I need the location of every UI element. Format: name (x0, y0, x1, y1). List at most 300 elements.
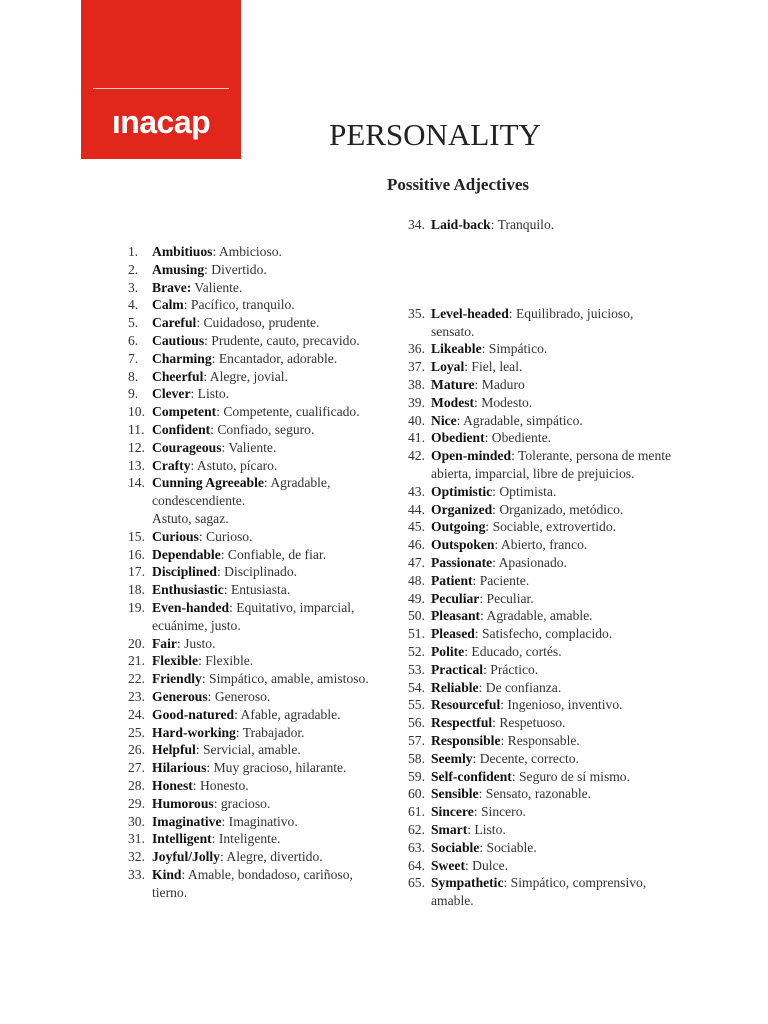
adjective-term: Obedient (431, 430, 485, 446)
item-number: 44. (408, 501, 425, 517)
adjective-translation: Entusiasta. (227, 582, 291, 598)
item-text (431, 447, 673, 483)
adjective-term: Likeable (431, 341, 482, 357)
adjective-term: Brave: (152, 279, 192, 295)
term-separator: : (221, 439, 226, 455)
adjective-term: Crafty (152, 457, 191, 473)
item-number: 40. (408, 412, 425, 428)
adjective-translation: Abierto, franco. (498, 537, 588, 553)
item-text (152, 243, 383, 261)
adjective-item (408, 874, 673, 910)
adjective-item (408, 518, 673, 536)
adjective-term: Sociable (431, 839, 480, 855)
adjective-translation: Maduro (478, 376, 525, 392)
item-text (431, 857, 673, 875)
item-number: 22. (128, 671, 145, 687)
item-text (431, 216, 673, 234)
item-number: 4. (128, 297, 139, 313)
adjective-item (128, 243, 383, 261)
adjective-item (128, 296, 383, 314)
adjective-term: Good-natured (152, 706, 235, 722)
item-text (431, 305, 673, 341)
adjective-item (128, 279, 383, 297)
adjective-translation: Valiente. (191, 279, 243, 295)
item-text (431, 429, 673, 447)
item-text (152, 830, 383, 848)
term-separator: : (201, 671, 206, 687)
item-text (431, 607, 673, 625)
adjective-item (408, 412, 673, 430)
adjective-translation: Ambicioso. (216, 244, 282, 259)
adjective-item (128, 652, 383, 670)
item-text (152, 777, 383, 795)
item-number: 65. (408, 875, 425, 891)
term-separator: : (492, 554, 496, 570)
adjective-item (408, 803, 673, 821)
adjective-item (408, 340, 673, 358)
adjective-item (128, 546, 383, 564)
term-separator: : (192, 777, 197, 793)
item-number: 48. (408, 572, 425, 588)
adjective-item (408, 305, 673, 341)
item-text (152, 635, 383, 653)
item-number: 47. (408, 554, 425, 570)
adjective-translation: Encantador, adorable. (215, 350, 338, 366)
term-separator: : (492, 501, 496, 517)
adjective-translation: Curioso. (202, 528, 253, 544)
adjective-translation: Simpático, amable, amistoso. (205, 671, 369, 687)
adjective-item (128, 403, 383, 421)
term-separator: : (480, 608, 484, 624)
item-number: 34. (408, 217, 425, 232)
item-text (431, 643, 673, 661)
adjective-translation: Listo. (194, 386, 230, 402)
adjective-term: Seemly (431, 750, 473, 766)
adjective-translation: Prudente, cauto, precavido. (207, 332, 360, 348)
item-text (152, 368, 383, 386)
item-number: 2. (128, 261, 139, 277)
item-number: 56. (408, 715, 425, 731)
adjective-item (408, 696, 673, 714)
adjective-item (408, 679, 673, 697)
term-separator: : (176, 635, 181, 651)
adjective-translation: Equitativo, imparcial, ecuánime, justo. (152, 599, 355, 633)
adjective-term: Polite (431, 643, 465, 659)
term-separator: : (216, 404, 220, 420)
adjective-item (128, 635, 383, 653)
item-number: 41. (408, 430, 425, 446)
adjective-term: Sensible (431, 786, 479, 802)
adjective-translation: Tolerante, persona de mente abierta, imparcial, libre de prejuicios. (431, 448, 672, 481)
item-text (431, 714, 673, 732)
adjective-term: Amusing (152, 261, 205, 277)
adjective-term: Respectful (431, 715, 493, 731)
item-number: 19. (128, 599, 145, 615)
adjective-translation: De confianza. (482, 679, 562, 695)
item-number: 49. (408, 590, 425, 606)
adjective-term: Smart (431, 821, 468, 837)
adjective-item (408, 625, 673, 643)
adjective-item (408, 216, 673, 234)
adjective-term: Optimistic (431, 483, 493, 499)
adjective-translation: Competente, cualificado. (219, 404, 360, 420)
term-separator: : (464, 857, 469, 873)
item-number: 21. (128, 653, 145, 669)
adjective-item (128, 688, 383, 706)
adjective-term: Responsible (431, 732, 501, 748)
adjective-translation: gracioso. (217, 795, 271, 811)
term-separator: : (195, 742, 200, 758)
adjective-term: Generous (152, 688, 208, 704)
item-number: 23. (128, 688, 145, 704)
term-separator: : (472, 750, 477, 766)
adjective-translation: Inteligente. (215, 831, 281, 847)
adjective-term: Passionate (431, 554, 493, 570)
adjective-translation: Pacífico, tranquilo. (187, 297, 295, 313)
adjective-term: Clever (152, 386, 191, 402)
term-separator: : (190, 457, 195, 473)
adjective-item (128, 350, 383, 368)
item-text (431, 785, 673, 803)
item-text (152, 314, 383, 332)
adjective-translation: Decente, correcto. (476, 750, 579, 766)
adjective-item (408, 590, 673, 608)
item-text (431, 518, 673, 536)
term-separator: : (500, 732, 505, 748)
item-number: 24. (128, 706, 145, 722)
item-number: 11. (128, 421, 145, 437)
adjective-item (408, 785, 673, 803)
item-number: 9. (128, 386, 139, 402)
adjective-translation: Astuto, pícaro. (194, 457, 278, 473)
term-separator: : (492, 483, 496, 499)
adjective-translation: Tranquilo. (494, 217, 555, 232)
adjective-term: Organized (431, 501, 493, 517)
adjective-term: Helpful (152, 742, 196, 758)
adjective-translation: Cuidadoso, prudente. (200, 315, 320, 331)
term-separator: : (263, 475, 268, 491)
adjective-translation: Agradable, simpático. (460, 412, 583, 428)
adjective-item (408, 750, 673, 768)
item-number: 5. (128, 315, 139, 331)
item-text (152, 741, 383, 759)
term-separator: : (490, 217, 495, 232)
adjective-translation: Generoso. (211, 688, 271, 704)
term-separator: : (206, 760, 211, 776)
term-separator: : (467, 821, 472, 837)
item-text (431, 340, 673, 358)
adjective-item (128, 314, 383, 332)
item-text (431, 358, 673, 376)
item-number: 13. (128, 457, 145, 473)
adjective-term: Hilarious (152, 760, 207, 776)
item-text (152, 581, 383, 599)
item-number: 7. (128, 350, 139, 366)
adjective-item (408, 607, 673, 625)
item-number: 60. (408, 786, 425, 802)
adjective-term: Practical (431, 661, 484, 677)
term-separator: : (474, 626, 479, 642)
adjective-item (408, 394, 673, 412)
adjective-translation: Seguro de sí mismo. (515, 768, 631, 784)
item-text (431, 732, 673, 750)
item-text (431, 768, 673, 786)
adjective-term: Charming (152, 350, 212, 366)
adjective-term: Cunning Agreeable (152, 475, 264, 491)
item-number: 26. (128, 742, 145, 758)
adjective-term: Imaginative (152, 813, 222, 829)
term-separator: : (494, 537, 499, 553)
adjective-item (128, 724, 383, 742)
item-text (431, 501, 673, 519)
adjective-item (408, 857, 673, 875)
adjective-translation: Disciplinado. (220, 564, 298, 580)
adjective-item (128, 332, 383, 350)
adjective-item (408, 429, 673, 447)
adjective-translation: Confiado, seguro. (213, 421, 315, 437)
item-text (152, 759, 383, 777)
adjective-translation: Listo. (471, 821, 506, 837)
term-separator: : (181, 866, 186, 882)
item-number: 37. (408, 359, 425, 375)
adjective-term: Enthusiastic (152, 582, 224, 598)
term-separator: : (229, 599, 233, 615)
item-text (431, 554, 673, 572)
adjective-translation: Servicial, amable. (199, 742, 301, 758)
adjective-translation: Flexible. (201, 653, 254, 669)
adjective-term: Cautious (152, 332, 205, 348)
item-number: 18. (128, 582, 145, 598)
item-number: 43. (408, 483, 425, 499)
adjective-translation-extra: Astuto, sagaz. (152, 510, 229, 526)
item-text (431, 394, 673, 412)
term-separator: : (204, 261, 208, 277)
adjective-item (408, 714, 673, 732)
page-title: PERSONALITY (329, 117, 541, 152)
term-separator: : (479, 590, 484, 606)
adjective-term: Level-headed (431, 305, 509, 321)
term-separator: : (500, 697, 504, 713)
adjective-item (128, 439, 383, 457)
adjective-item (128, 830, 383, 848)
page-subtitle: Possitive Adjectives (386, 175, 530, 194)
adjective-item (408, 447, 673, 483)
adjective-translation: Respetuoso. (495, 715, 566, 731)
term-separator: : (234, 706, 238, 722)
item-text (152, 546, 383, 564)
item-number: 17. (128, 564, 145, 580)
adjective-translation: Alegre, divertido. (223, 849, 323, 865)
adjective-term: Pleased (431, 626, 475, 642)
term-separator: : (456, 412, 461, 428)
adjective-translation: Sociable, extrovertido. (489, 519, 617, 535)
item-text (152, 813, 383, 831)
item-text (431, 376, 673, 394)
adjective-item (408, 732, 673, 750)
term-separator: : (508, 305, 513, 321)
item-number: 54. (408, 679, 425, 695)
adjective-item (128, 777, 383, 795)
adjective-item (128, 866, 383, 902)
adjective-translation: Peculiar. (483, 590, 534, 606)
term-separator: : (464, 359, 469, 375)
adjective-translation: Simpático. (485, 341, 548, 357)
adjective-term: Intelligent (152, 831, 212, 847)
item-number: 39. (408, 394, 425, 410)
item-number: 45. (408, 519, 425, 535)
term-separator: : (481, 341, 486, 357)
term-separator: : (219, 849, 224, 865)
adjective-translation: Organizado, metódico. (495, 501, 624, 517)
item-number: 33. (128, 866, 145, 882)
adjective-term: Kind (152, 866, 182, 882)
adjective-term: Nice (431, 412, 457, 428)
adjective-term: Courageous (152, 439, 222, 455)
item-text (152, 724, 383, 742)
adjective-translation: Obediente. (488, 430, 552, 446)
adjective-item (128, 670, 383, 688)
term-separator: : (223, 582, 228, 598)
item-text (431, 661, 673, 679)
adjective-term: Honest (152, 777, 193, 793)
adjective-item (128, 848, 383, 866)
inacap-logo (81, 0, 241, 159)
item-number: 50. (408, 608, 425, 624)
item-number: 6. (128, 332, 139, 348)
item-number: 10. (128, 404, 145, 420)
item-number: 30. (128, 813, 145, 829)
adjective-item (408, 554, 673, 572)
adjective-item (408, 661, 673, 679)
adjective-term: Fair (152, 635, 177, 651)
adjective-term: Competent (152, 404, 217, 420)
term-separator: : (464, 643, 468, 659)
item-number: 42. (408, 448, 425, 464)
adjective-item (128, 421, 383, 439)
item-number: 29. (128, 795, 145, 811)
term-separator: : (484, 430, 489, 446)
adjective-translation: Responsable. (504, 732, 580, 748)
item-text (152, 332, 383, 350)
adjective-term: Mature (431, 376, 475, 392)
item-number: 15. (128, 528, 145, 544)
adjective-term: Humorous (152, 795, 214, 811)
adjective-term: Laid-back (431, 217, 491, 232)
item-text (431, 679, 673, 697)
term-separator: : (213, 795, 218, 811)
adjective-term: Self-confident (431, 768, 512, 784)
term-separator: : (473, 804, 478, 820)
adjective-translation: Paciente. (476, 572, 530, 588)
item-number: 64. (408, 857, 425, 873)
adjective-item (408, 572, 673, 590)
adjective-term: Loyal (431, 359, 465, 375)
term-separator: : (212, 244, 217, 259)
item-text (152, 848, 383, 866)
adjective-term: Outgoing (431, 519, 486, 535)
adjective-term: Even-handed (152, 599, 230, 615)
adjective-translation: Divertido. (207, 261, 267, 277)
adjective-translation: Educado, cortés. (468, 643, 562, 659)
adjective-translation: Honesto. (196, 777, 249, 793)
term-separator: : (207, 688, 212, 704)
adjective-translation: Simpático, comprensivo, amable. (431, 875, 647, 909)
item-text (152, 385, 383, 403)
adjective-item (128, 706, 383, 724)
item-text (431, 874, 673, 910)
term-separator: : (190, 386, 195, 402)
adjective-item (408, 768, 673, 786)
item-text (152, 563, 383, 581)
adjective-item (408, 483, 673, 501)
adjective-item (128, 528, 383, 546)
adjective-translation: Afable, agradable. (237, 706, 341, 722)
term-separator: : (474, 376, 479, 392)
adjective-item (128, 457, 383, 475)
item-text (152, 296, 383, 314)
adjective-term: Calm (152, 297, 184, 313)
item-number: 63. (408, 839, 425, 855)
term-separator: : (485, 519, 490, 535)
column-gap (408, 234, 673, 305)
adjective-item (128, 813, 383, 831)
item-number: 8. (128, 368, 139, 384)
item-text (431, 536, 673, 554)
item-number: 61. (408, 804, 425, 820)
item-number: 25. (128, 724, 145, 740)
term-separator: : (478, 786, 483, 802)
item-text (152, 706, 383, 724)
item-text (152, 261, 383, 279)
adjective-translation: Sincero. (477, 804, 526, 820)
adjective-item (128, 261, 383, 279)
adjective-translation: Confiable, de fiar. (224, 546, 327, 562)
item-number: 14. (128, 475, 145, 491)
adjective-item (408, 643, 673, 661)
item-number: 52. (408, 643, 425, 659)
adjective-item (128, 581, 383, 599)
item-number: 36. (408, 341, 425, 357)
item-text (152, 279, 383, 297)
adjective-item (408, 839, 673, 857)
item-number: 27. (128, 760, 145, 776)
item-text (431, 590, 673, 608)
item-text (152, 688, 383, 706)
adjective-translation: Sociable. (483, 839, 537, 855)
adjective-translation: Ingenioso, inventivo. (504, 697, 623, 713)
adjective-term: Peculiar (431, 590, 480, 606)
adjective-item (128, 599, 383, 635)
item-text (431, 803, 673, 821)
adjective-term: Ambitiuos (152, 244, 213, 259)
adjective-term: Patient (431, 572, 473, 588)
adjective-term: Outspoken (431, 537, 495, 553)
adjective-term: Friendly (152, 671, 202, 687)
adjective-translation: Alegre, jovial. (207, 368, 288, 384)
adjective-item (128, 385, 383, 403)
item-number: 32. (128, 849, 145, 865)
adjective-list-right (408, 216, 673, 910)
item-number: 16. (128, 546, 145, 562)
term-separator: : (503, 875, 508, 891)
adjective-term: Confident (152, 421, 211, 437)
adjective-term: Reliable (431, 679, 479, 695)
adjective-item (128, 368, 383, 386)
item-text (431, 696, 673, 714)
adjective-item (408, 376, 673, 394)
adjective-term: Pleasant (431, 608, 481, 624)
item-number: 51. (408, 626, 425, 642)
